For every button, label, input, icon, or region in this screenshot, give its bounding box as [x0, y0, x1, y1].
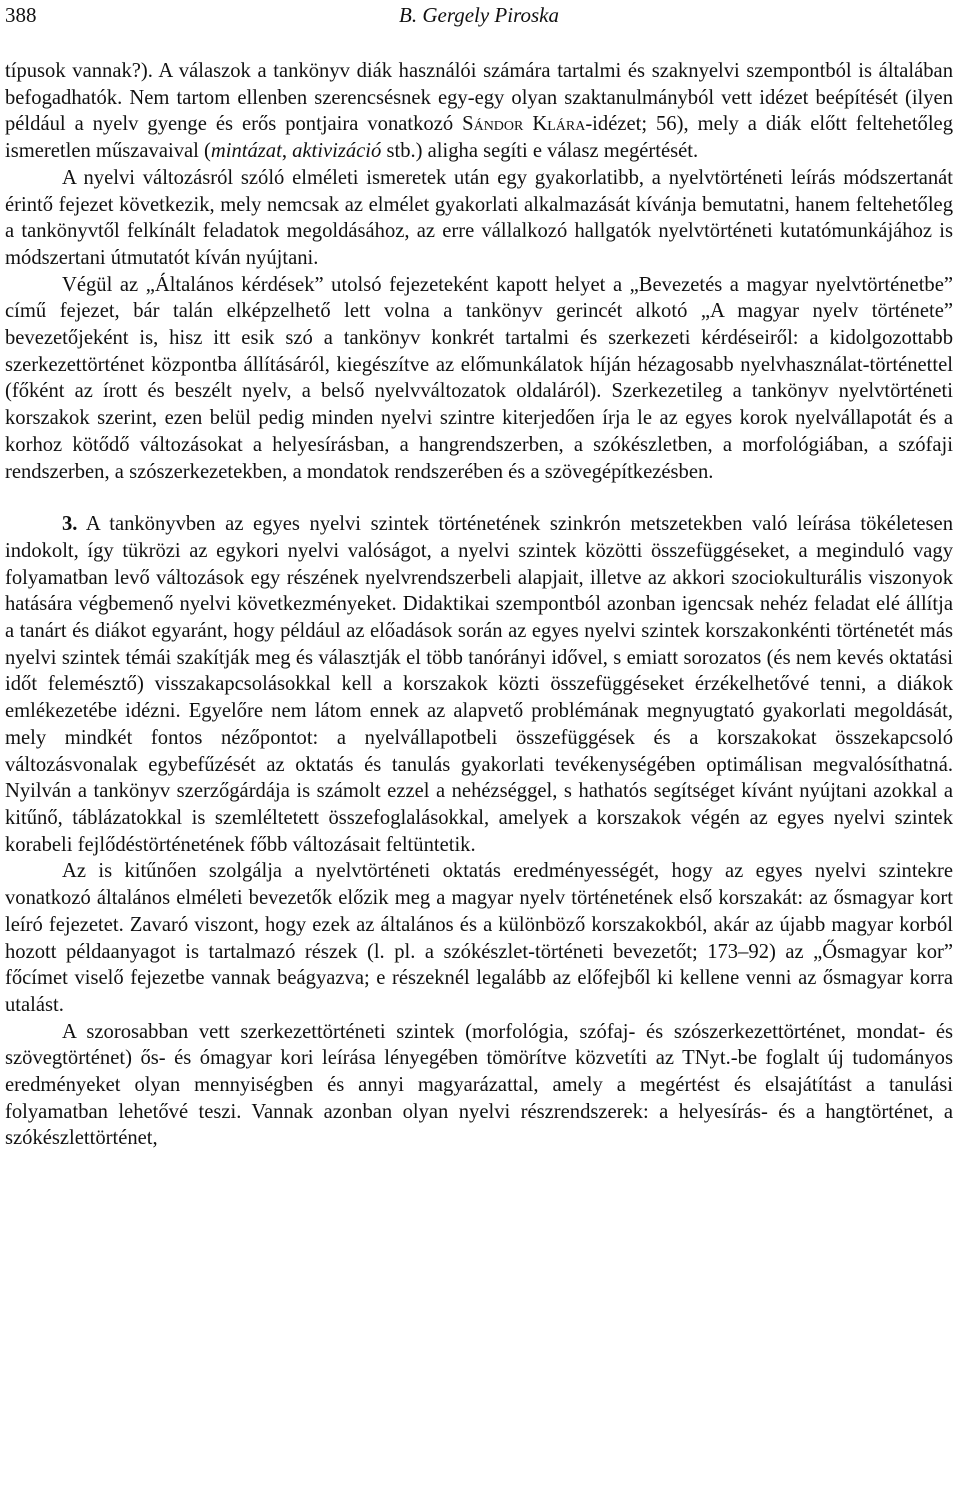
paragraph-1-text-c: ,	[281, 140, 293, 163]
section-3-text: A tankönyvben az egyes nyelvi szintek történetének szinkrón metszetekben való leírása tökéletesen indokolt, így tükrözi az egykori nyelvi valóságot, a nyelvi szintek közötti összefüggéseket, a meginduló vagy folyamatban levő változások egy részének nyelvrendszerbeli alapjait, illetve az akkori szociokulturális viszonyok hatására végbemenő nyelvi következményeket. Didaktikai szempontból azonban igencsak nehéz feladat elé állítja a tanárt és diákot egyaránt, hogy például az előadások során az egyes nyelvi szintek korszakonkénti történetét más nyelvi szintek témái szakítják meg és választják el több tanórányi idővel, s emiatt sorozatos (és nem kevés oktatási időt felemésztő) visszakapcsolásokkal kell a korszakok közti összefüggéseket érzékelhetővé tenni, a diákok emlékezetébe idézni. Egyelőre nem látom ennek az alapvető problémának megnyugtató gyakorlati megoldását, mely mindkét fontos nézőpontot: a nyelvállapotbeli összefüggések és a korszakokat összekapcsoló változásvonalak egybefűzését az oktatás és tanulás gyakorlati tevékenységében optimálisan megvalósíthatná. Nyilván a tankönyv szerzőgárdája is számolt ezzel a nehézséggel, s hathatós segítséget kívánt nyújtani azokkal a kitűnő, táblázatokkal is szemléltetett összefoglalásokkal, amelyek a korszakok végén az egyes nyelvi szintek korabeli fejlődéstörténetének főbb változásait feltüntetik.	[5, 513, 953, 856]
page-number: 388	[5, 3, 37, 27]
body-text	[5, 58, 953, 1152]
paragraph-1-text-b: -idézet; 56), mely a diák előtt feltehetőleg ismeretlen műszavaival (	[5, 113, 953, 163]
author-name-sandor-klara: Sándor Klára	[462, 113, 586, 136]
paragraph-2: A nyelvi változásról szóló elméleti ismeretek után egy gyakorlatibb, a nyelvtörténeti leírás módszertanát érintő fejezet következik, mely nemcsak az elmélet gyakorlati alkalmazását kívánja bemutatni, hanem feltehetőleg a tankönyvtől felkínált feladatok megoldásához, az erre vállalkozó hallgatók nyelvtörténeti kutatómunkájához is módszertani útmutatót kíván nyújtani.	[5, 166, 953, 269]
paragraph-3: Végül az „Általános kérdések” utolsó fejezeteként kapott helyet a „Bevezetés a magyar nyelvtörténetbe” című fejezet, bár talán elképzelhető lett volna a tankönyv gerincét alkotó „A magyar nyelv története” bevezetőjeként is, hisz itt esik szó a tankönyv konkrét tartalmi és szerkezeti kérdéseiről: a kidolgozottabb szerkezettörténet központba állításáról, kiegészítve az előmunkálatok híján hézagosabb nyelvhasználat-történettel (főként az írott és beszélt nyelv, a belső nyelvváltozatok oldaláról). Szerkezetileg a tankönyv nyelvtörténeti korszakok szerint, ezen belül pedig minden nyelvi szintre kiterjedően írja le az egyes korok nyelvállapotát és a korhoz kötődő változásokat a helyesírásban, a hangrendszerben, a szókészletben, a morfológiában, a szófaji rendszerben, a szószerkezetekben, a mondatok rendszerében és a szövegépítkezésben.	[5, 273, 953, 483]
paragraph-6: A szorosabban vett szerkezettörténeti szintek (morfológia, szófaj- és szószerkezettörténet, mondat- és szövegtörténet) ős- és ómagyar kori leírása lényegében tömörítve közvetíti az TNyt.-be foglalt új tudományos eredményeket olyan mennyiségben és annyi magyarázattal, amely a megértést és elsajátítást a tanulási folyamatban lehetővé teszi. Vannak azonban olyan nyelvi részrendszerek: a helyesírás- és a hangtörténet, a szókészlettörténet,	[5, 1020, 953, 1150]
page-header	[5, 0, 953, 42]
section-number: 3.	[62, 513, 78, 536]
term-mintazat: mintázat	[210, 140, 282, 163]
paragraph-5: Az is kitűnően szolgálja a nyelvtörténeti oktatás eredményességét, hogy az egyes nyelvi szintekre vonatkozó általános elméleti bevezetők előzik meg a magyar nyelv történetének első korszakát: az ősmagyar kort leíró fejezetet. Zavaró viszont, hogy ezek az általános és a különböző korszakokból, akár az újabb magyar korból hozott példaanyagot is tartalmazó részek (l. pl. a szókészlet-történeti bevezetőt; 173–92) az „Ősmagyar kor” főcímet viselő fejezetbe vannak beágyazva; e részeknél legalább az előfejből ki kellene venni az ősmagyar korra utalást.	[5, 860, 953, 1016]
running-head: B. Gergely Piroska	[399, 3, 559, 27]
paragraph-1-text-a: típusok vannak?). A válaszok a tankönyv diák használói számára tartalmi és szaknyelvi szempontból is általában befogadhatók. Nem tartom ellenben szerencsésnek egy-egy olyan szaktanulmányból vett idézet beépítését (ilyen például a nyelv gyenge és erős pontjaira vonatkozó	[5, 60, 953, 136]
term-aktivizacio: aktivizáció	[292, 140, 382, 163]
section-3-paragraph	[5, 511, 953, 858]
paragraph-1	[5, 58, 953, 165]
paragraph-1-text-d: stb.) aligha segíti e válasz megértését.	[381, 140, 699, 163]
